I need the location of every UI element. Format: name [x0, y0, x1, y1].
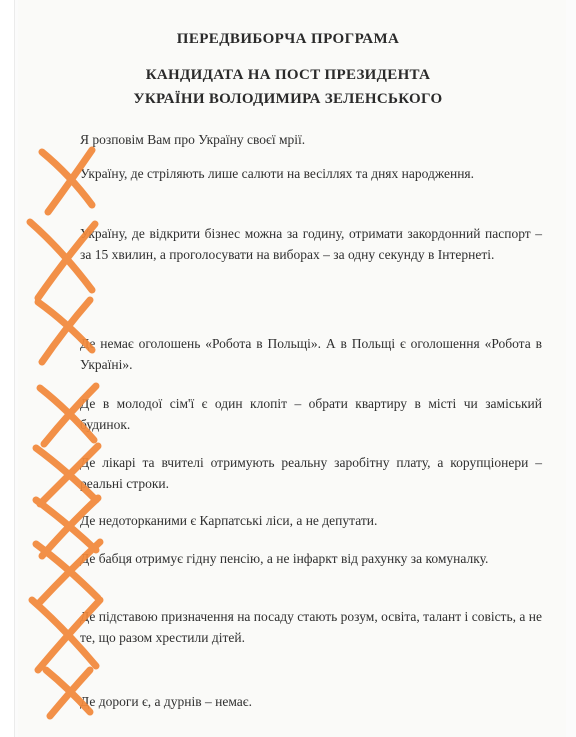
document-subtitle-line-2: УКРАЇНИ ВОЛОДИМИРА ЗЕЛЕНСЬКОГО [133, 91, 443, 107]
paragraph-6: Де недоторканими є Карпатські ліси, а не депутати. [80, 513, 378, 528]
paragraph-4: Де в молодої сім'ї є один клопіт – обрати квартиру в місті чи заміський будинок. [80, 396, 542, 432]
paragraph-2: Україну, де відкрити бізнес можна за годину, отримати закордонний паспорт – за 15 хвилин, а проголосувати на виборах – за одну секунду в Інтернеті. [80, 226, 542, 262]
document-title: ПЕРЕДВИБОРЧА ПРОГРАМА [176, 31, 400, 47]
paragraph-8: Де підставою призначення на посаду стають розум, освіта, талант і совість, а не те, що разом хрестили дітей. [80, 609, 542, 645]
paragraph-7: Де бабця отримує гідну пенсію, а не інфаркт від рахунку за комуналку. [80, 551, 489, 566]
intro-sentence: Я розповім Вам про Україну своєї мрії. [80, 132, 306, 147]
paragraph-5: Де лікарі та вчителі отримують реальну заробітну плату, а корупціонери – реальні строки. [80, 455, 542, 491]
paragraph-9: Де дороги є, а дурнів – немає. [80, 694, 252, 709]
paragraph-3: Де немає оголошень «Робота в Польщі». А в Польщі є оголошення «Робота в Україні». [80, 336, 542, 372]
left-margin-strip [0, 0, 15, 737]
document-subtitle-line-1: КАНДИДАТА НА ПОСТ ПРЕЗИДЕНТА [145, 67, 431, 83]
paragraph-1: Україну, де стріляють лише салюти на весіллях та днях народження. [80, 166, 475, 181]
